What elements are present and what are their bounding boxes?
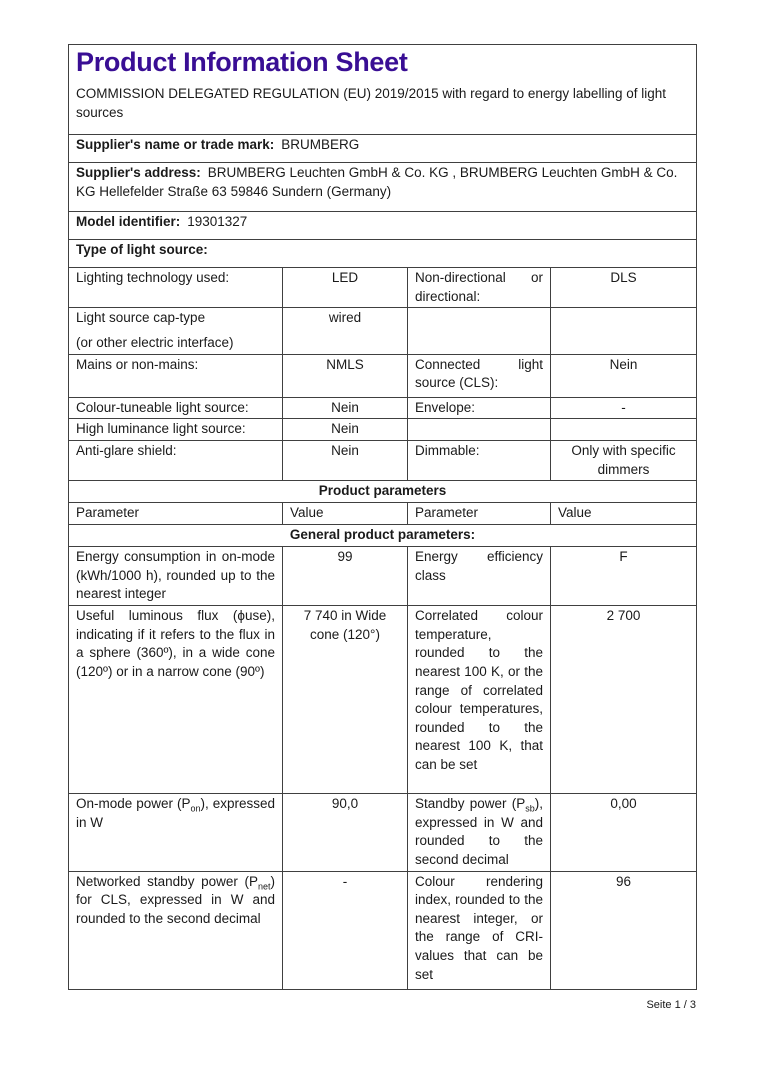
column-header: Parameter [69, 503, 283, 525]
param-cell: Non-directional or directional: [408, 268, 551, 308]
param-cell: Standby power $(P_{sb})$, expressed in W and rounded to the second decimal [408, 794, 551, 872]
param-cell: Dimmable: [408, 441, 551, 481]
param-cell: Envelope: [408, 397, 551, 419]
value-cell: 2 700 [551, 606, 697, 794]
table-row [69, 871, 697, 989]
column-header: Value [283, 503, 408, 525]
general-parameters-header: General product parameters: [69, 525, 697, 547]
supplier-address-label: Supplier's address: [76, 165, 201, 180]
value-cell [551, 308, 697, 354]
param-cell: Correlated colour temperature, rounded to the nearest 100 K, or the range of correlated colour temperatures, rounded to the nearest 100 K, that can be set [408, 606, 551, 794]
on-mode-power-label: On-mode power (P [76, 796, 191, 811]
product-parameters-header: Product parameters [69, 481, 697, 503]
supplier-address-value: BRUMBERG Leuchten GmbH & Co. KG , BRUMBERG Leuchten GmbH & Co. KG Hellefelder Straße 63 59846 Sundern (Germany) [76, 165, 678, 199]
networked-standby-label: Networked standby power (P [76, 873, 258, 889]
param-cell: Anti-glare shield: [69, 441, 283, 481]
value-cell: NMLS [283, 354, 408, 397]
table-row [69, 419, 697, 441]
cap-type-line1: Light source cap-type [76, 310, 206, 326]
type-of-light-source-header: Type of light source: [69, 240, 697, 268]
page-number: Seite 1 / 3 [646, 999, 696, 1011]
supplier-name-label: Supplier's name or trade mark: [76, 137, 275, 152]
product-info-table [68, 44, 697, 990]
supplier-name-value: BRUMBERG [281, 137, 360, 152]
param-cell: Connected light source (CLS): [408, 354, 551, 397]
model-identifier-value: 19301327 [187, 214, 248, 229]
param-cell [69, 308, 283, 354]
supplier-name-row [69, 135, 697, 163]
value-cell: 90,0 [283, 794, 408, 872]
param-cell: Energy consumption in on-mode (kWh/1000 h), rounded up to the nearest integer [69, 547, 283, 606]
column-header: Value [551, 503, 697, 525]
regulation-text: COMMISSION DELEGATED REGULATION (EU) 2019/2015 with regard to energy labelling of light sources [76, 86, 666, 121]
table-row [69, 441, 697, 481]
value-cell: Nein [283, 397, 408, 419]
standby-power-label: Standby power (P [415, 796, 526, 811]
table-row [69, 268, 697, 308]
supplier-address-row [69, 163, 697, 212]
param-cell: Colour rendering index, rounded to the nearest integer, or the range of CRI-values that can be set [408, 871, 551, 989]
param-cell: Useful luminous flux (ϕuse), indicating if it refers to the flux in a sphere (360º), in a wide cone (120º) or in a narrow cone (90º) [69, 606, 283, 794]
param-cell: Mains or non-mains: [69, 354, 283, 397]
page-title: Product Information Sheet [76, 47, 408, 77]
subscript: net [257, 881, 271, 892]
value-cell [551, 419, 697, 441]
value-cell: - [283, 871, 408, 989]
model-identifier-label: Model identifier: [76, 214, 181, 229]
param-cell: On-mode power $(P_{on})$, expressed in W [69, 794, 283, 872]
param-cell: Lighting technology used: [69, 268, 283, 308]
value-cell: 7 740 in Wide cone (120°) [283, 606, 408, 794]
model-identifier-row [69, 212, 697, 240]
subscript: on [190, 803, 201, 814]
param-cell: Networked standby power $(P_{net})$ for CLS, expressed in W and rounded to the second decimal [69, 871, 283, 989]
table-row [69, 397, 697, 419]
value-cell: Nein [283, 441, 408, 481]
table-row [69, 794, 697, 872]
value-cell: LED [283, 268, 408, 308]
value-cell: 96 [551, 871, 697, 989]
value-cell: wired [283, 308, 408, 354]
param-cell: High luminance light source: [69, 419, 283, 441]
table-row [69, 354, 697, 397]
param-cell [408, 419, 551, 441]
value-cell: DLS [551, 268, 697, 308]
param-cell [408, 308, 551, 354]
param-cell: Energy efficiency class [408, 547, 551, 606]
value-cell: Only with specific dimmers [551, 441, 697, 481]
title-block [69, 45, 697, 135]
cap-type-line2: (or other electric interface) [76, 334, 234, 350]
table-row [69, 606, 697, 794]
value-cell: - [551, 397, 697, 419]
value-cell: F [551, 547, 697, 606]
page-footer [68, 999, 696, 1011]
param-cell: Colour-tuneable light source: [69, 397, 283, 419]
column-header: Parameter [408, 503, 551, 525]
value-cell: 0,00 [551, 794, 697, 872]
subscript: sb [525, 803, 535, 814]
value-cell: Nein [283, 419, 408, 441]
value-cell: Nein [551, 354, 697, 397]
table-row [69, 308, 697, 354]
table-row [69, 547, 697, 606]
column-header-row [69, 503, 697, 525]
value-cell: 99 [283, 547, 408, 606]
